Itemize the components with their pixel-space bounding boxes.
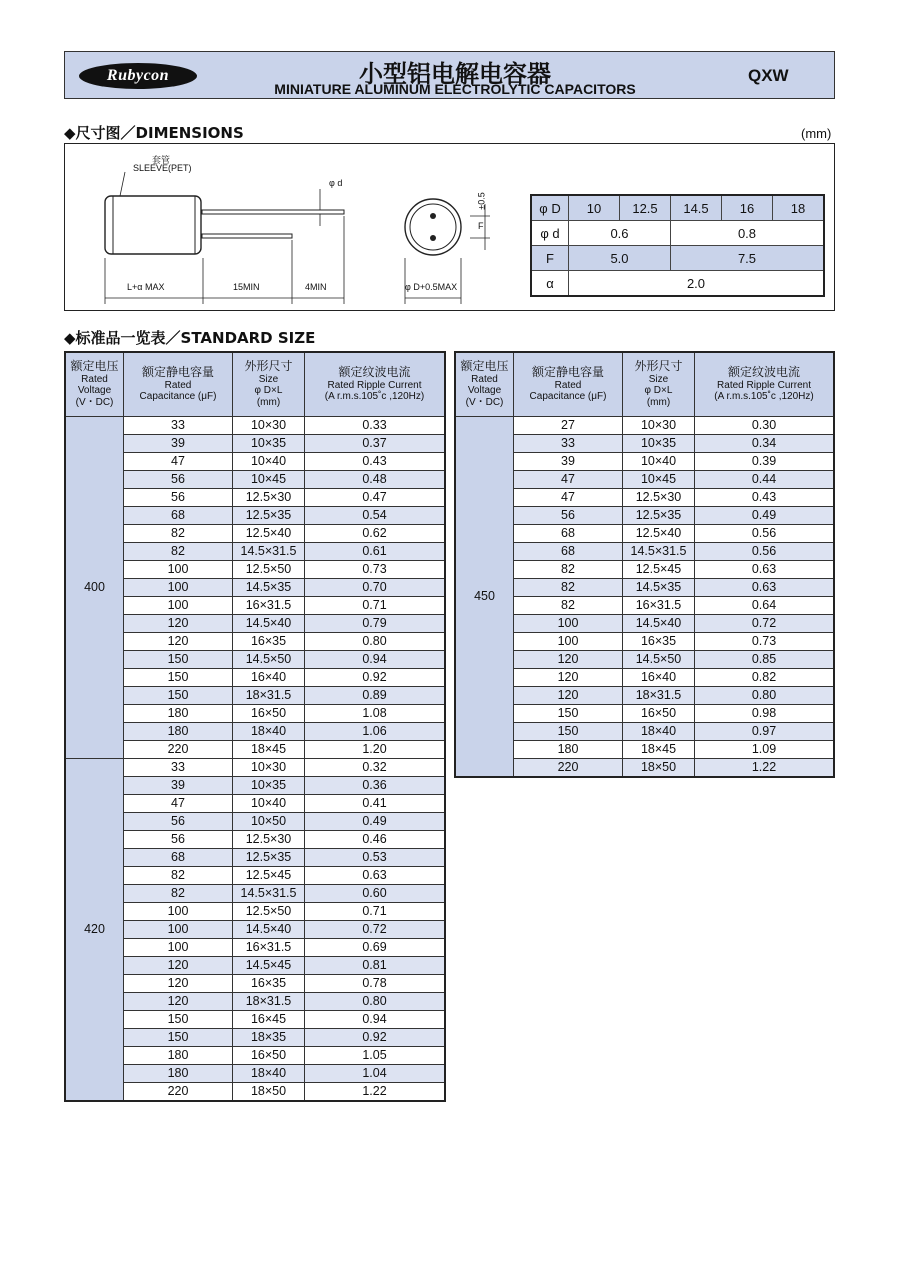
standard-size-table-left — [64, 351, 446, 1102]
table-cell: 220 — [514, 758, 623, 777]
table-cell: 10×35 — [623, 434, 695, 452]
table-cell: 27 — [514, 416, 623, 434]
table-cell: 0.89 — [305, 686, 446, 704]
table-cell: 120 — [514, 686, 623, 704]
table-cell: 14.5×40 — [233, 920, 305, 938]
table-cell: 68 — [124, 848, 233, 866]
table-cell: 5.0 — [569, 246, 671, 271]
table-cell: 0.64 — [695, 596, 835, 614]
table-cell: 0.56 — [695, 524, 835, 542]
table-cell: 12.5×35 — [233, 506, 305, 524]
table-cell: 0.32 — [305, 758, 446, 776]
table-cell: 56 — [124, 830, 233, 848]
table-cell: 18×50 — [233, 1082, 305, 1101]
table-cell: 150 — [514, 722, 623, 740]
table-cell: 0.92 — [305, 1028, 446, 1046]
table-cell: 120 — [124, 956, 233, 974]
sleeve-label-en: SLEEVE(PET) — [133, 163, 192, 173]
table-cell: 0.98 — [695, 704, 835, 722]
table-cell: 18×45 — [233, 740, 305, 758]
table-cell: 150 — [124, 1028, 233, 1046]
table-cell: 14.5×40 — [233, 614, 305, 632]
table-cell: 18×40 — [233, 1064, 305, 1082]
table-cell: 56 — [124, 812, 233, 830]
table-cell: 18×31.5 — [233, 686, 305, 704]
row-label: φ d — [531, 221, 569, 246]
table-cell: 12.5×35 — [233, 848, 305, 866]
header-banner — [64, 51, 835, 99]
table-cell: 82 — [514, 596, 623, 614]
table-cell: 0.78 — [305, 974, 446, 992]
table-cell: 10×30 — [623, 416, 695, 434]
table-cell: 100 — [124, 596, 233, 614]
table-cell: 150 — [124, 686, 233, 704]
table-cell: 150 — [124, 650, 233, 668]
table-cell: 0.43 — [695, 488, 835, 506]
table-cell: 10×40 — [233, 794, 305, 812]
table-cell: 0.80 — [695, 686, 835, 704]
table-cell: 16×50 — [623, 704, 695, 722]
dimensions-box — [64, 143, 835, 311]
table-cell: 100 — [124, 920, 233, 938]
table-cell: 18×31.5 — [233, 992, 305, 1010]
table-cell: 0.92 — [305, 668, 446, 686]
table-cell: 12.5 — [620, 195, 671, 221]
table-cell: 10×40 — [623, 452, 695, 470]
table-cell: 0.80 — [305, 632, 446, 650]
table-cell: 47 — [124, 794, 233, 812]
table-cell: 18×31.5 — [623, 686, 695, 704]
table-cell: 14.5×50 — [233, 650, 305, 668]
table-cell: 0.70 — [305, 578, 446, 596]
table-cell: 180 — [124, 722, 233, 740]
table-cell: 0.49 — [695, 506, 835, 524]
dimensions-section-title: ◆尺寸图／DIMENSIONS — [64, 124, 244, 142]
table-cell: 12.5×35 — [623, 506, 695, 524]
table-cell: 68 — [124, 506, 233, 524]
tolerance-label: ±0.5 — [476, 192, 487, 210]
table-row — [531, 195, 824, 221]
table-cell: 100 — [124, 560, 233, 578]
table-cell: 0.72 — [695, 614, 835, 632]
sleeve-label-cn: 套管 — [152, 155, 171, 165]
table-cell: 120 — [124, 992, 233, 1010]
series-code: QXW — [748, 66, 789, 85]
table-cell: 16×35 — [623, 632, 695, 650]
table-cell: 14.5×40 — [623, 614, 695, 632]
table-row — [65, 758, 445, 776]
table-cell: 12.5×50 — [233, 902, 305, 920]
voltage-cell: 450 — [455, 416, 514, 777]
table-cell: 0.62 — [305, 524, 446, 542]
table-cell: 14.5 — [671, 195, 722, 221]
table-cell: 10×35 — [233, 434, 305, 452]
table-cell: 12.5×50 — [233, 560, 305, 578]
header-voltage: 额定电压 Rated Voltage (V・DC) — [455, 352, 514, 416]
table-cell: 18 — [773, 195, 825, 221]
row-label: F — [531, 246, 569, 271]
table-cell: 120 — [124, 632, 233, 650]
table-cell: 0.46 — [305, 830, 446, 848]
table-cell: 16×40 — [233, 668, 305, 686]
row-label: α — [531, 271, 569, 297]
voltage-cell: 420 — [65, 758, 124, 1101]
table-cell: 0.56 — [695, 542, 835, 560]
header-capacitance: 额定静电容量 Rated Capacitance (μF) — [514, 352, 623, 416]
table-cell: 7.5 — [671, 246, 825, 271]
table-cell: 100 — [514, 632, 623, 650]
table-cell: 16×45 — [233, 1010, 305, 1028]
table-cell: 12.5×30 — [623, 488, 695, 506]
table-cell: 0.60 — [305, 884, 446, 902]
table-cell: 1.22 — [695, 758, 835, 777]
table-cell: 150 — [124, 1010, 233, 1028]
table-cell: 12.5×40 — [623, 524, 695, 542]
table-cell: 82 — [514, 578, 623, 596]
unit-label: (mm) — [801, 126, 832, 141]
table-cell: 12.5×30 — [233, 488, 305, 506]
table-cell: 0.71 — [305, 902, 446, 920]
table-cell: 0.36 — [305, 776, 446, 794]
table-cell: 0.73 — [305, 560, 446, 578]
table-cell: 56 — [124, 470, 233, 488]
table-cell: 100 — [124, 902, 233, 920]
table-cell: 150 — [514, 704, 623, 722]
table-cell: 14.5×31.5 — [623, 542, 695, 560]
table-cell: 14.5×35 — [233, 578, 305, 596]
table-cell: 56 — [514, 506, 623, 524]
table-cell: 0.41 — [305, 794, 446, 812]
table-cell: 100 — [124, 578, 233, 596]
table-cell: 10×30 — [233, 758, 305, 776]
lead-diameter-label: φ d — [329, 178, 343, 188]
table-cell: 0.53 — [305, 848, 446, 866]
table-cell: 220 — [124, 740, 233, 758]
table-row — [65, 416, 445, 434]
table-cell: 0.6 — [569, 221, 671, 246]
table-cell: 0.81 — [305, 956, 446, 974]
header-voltage: 额定电压 Rated Voltage (V・DC) — [65, 352, 124, 416]
table-row — [531, 246, 824, 271]
table-cell: 12.5×40 — [233, 524, 305, 542]
table-cell: 10×30 — [233, 416, 305, 434]
table-cell: 10×45 — [233, 470, 305, 488]
table-cell: 12.5×45 — [623, 560, 695, 578]
table-cell: 14.5×31.5 — [233, 884, 305, 902]
table-cell: 0.54 — [305, 506, 446, 524]
pitch-label: F — [478, 221, 484, 231]
table-cell: 82 — [124, 524, 233, 542]
table-cell: 1.22 — [305, 1082, 446, 1101]
table-cell: 47 — [514, 488, 623, 506]
table-cell: 14.5×45 — [233, 956, 305, 974]
table-cell: 1.20 — [305, 740, 446, 758]
table-cell: 47 — [514, 470, 623, 488]
table-cell: 120 — [124, 974, 233, 992]
table-cell: 0.72 — [305, 920, 446, 938]
table-cell: 100 — [124, 938, 233, 956]
lead-diff-label: 4MIN — [305, 282, 327, 292]
table-cell: 0.82 — [695, 668, 835, 686]
table-cell: 0.69 — [305, 938, 446, 956]
table-cell: 14.5×50 — [623, 650, 695, 668]
table-header-row — [65, 352, 445, 416]
table-cell: 82 — [124, 884, 233, 902]
table-cell: 14.5×35 — [623, 578, 695, 596]
table-cell: 33 — [514, 434, 623, 452]
table-cell: 10×50 — [233, 812, 305, 830]
table-cell: 10×45 — [623, 470, 695, 488]
table-cell: 180 — [514, 740, 623, 758]
voltage-cell: 400 — [65, 416, 124, 758]
table-cell: 1.06 — [305, 722, 446, 740]
table-row — [531, 271, 824, 297]
row-label: φ D — [531, 195, 569, 221]
header-size: 外形尺寸 Size φ D×L (mm) — [623, 352, 695, 416]
table-cell: 0.48 — [305, 470, 446, 488]
table-cell: 0.63 — [695, 578, 835, 596]
table-cell: 1.08 — [305, 704, 446, 722]
table-cell: 0.80 — [305, 992, 446, 1010]
table-cell: 68 — [514, 542, 623, 560]
table-cell: 16×50 — [233, 704, 305, 722]
table-cell: 0.73 — [695, 632, 835, 650]
page-title-cn: 小型铝电解电容器 — [359, 60, 551, 88]
table-cell: 0.61 — [305, 542, 446, 560]
table-cell: 0.63 — [305, 866, 446, 884]
table-cell: 18×45 — [623, 740, 695, 758]
standard-section-title: ◆标准品一览表／STANDARD SIZE — [64, 329, 316, 347]
header-ripple-current: 额定纹波电流 Rated Ripple Current (A r.m.s.105˚c ,120Hz) — [305, 352, 446, 416]
table-cell: 0.79 — [305, 614, 446, 632]
table-cell: 47 — [124, 452, 233, 470]
table-cell: 16×31.5 — [623, 596, 695, 614]
table-cell: 16×50 — [233, 1046, 305, 1064]
table-cell: 16 — [722, 195, 773, 221]
table-cell: 0.44 — [695, 470, 835, 488]
table-cell: 0.30 — [695, 416, 835, 434]
table-cell: 82 — [124, 866, 233, 884]
header-size: 外形尺寸 Size φ D×L (mm) — [233, 352, 305, 416]
table-cell: 33 — [124, 758, 233, 776]
table-cell: 220 — [124, 1082, 233, 1101]
table-row — [531, 221, 824, 246]
table-cell: 12.5×45 — [233, 866, 305, 884]
table-cell: 68 — [514, 524, 623, 542]
table-cell: 10×35 — [233, 776, 305, 794]
table-cell: 120 — [514, 650, 623, 668]
table-cell: 0.94 — [305, 1010, 446, 1028]
table-cell: 82 — [124, 542, 233, 560]
table-cell: 12.5×30 — [233, 830, 305, 848]
table-cell: 16×31.5 — [233, 596, 305, 614]
header-capacitance: 额定静电容量 Rated Capacitance (μF) — [124, 352, 233, 416]
table-cell: 16×35 — [233, 974, 305, 992]
table-cell: 180 — [124, 1064, 233, 1082]
table-cell: 0.43 — [305, 452, 446, 470]
table-cell: 16×35 — [233, 632, 305, 650]
table-row — [455, 416, 834, 434]
table-cell: 14.5×31.5 — [233, 542, 305, 560]
table-cell: 18×40 — [233, 722, 305, 740]
header-ripple-current: 额定纹波电流 Rated Ripple Current (A r.m.s.105˚c ,120Hz) — [695, 352, 835, 416]
table-cell: 2.0 — [569, 271, 825, 297]
table-cell: 16×31.5 — [233, 938, 305, 956]
table-cell: 1.05 — [305, 1046, 446, 1064]
standard-size-table-right — [454, 351, 835, 778]
table-cell: 180 — [124, 704, 233, 722]
table-cell: 0.94 — [305, 650, 446, 668]
page-title-en: MINIATURE ALUMINUM ELECTROLYTIC CAPACITORS — [274, 81, 636, 97]
table-cell: 82 — [514, 560, 623, 578]
table-cell: 0.47 — [305, 488, 446, 506]
table-cell: 33 — [124, 416, 233, 434]
table-cell: 0.97 — [695, 722, 835, 740]
table-cell: 18×50 — [623, 758, 695, 777]
table-cell: 0.34 — [695, 434, 835, 452]
table-cell: 1.09 — [695, 740, 835, 758]
table-cell: 0.33 — [305, 416, 446, 434]
table-cell: 120 — [124, 614, 233, 632]
table-cell: 0.8 — [671, 221, 825, 246]
table-cell: 0.49 — [305, 812, 446, 830]
table-cell: 0.71 — [305, 596, 446, 614]
body-diameter-label: φ D+0.5MAX — [405, 282, 458, 292]
table-cell: 150 — [124, 668, 233, 686]
table-cell: 0.85 — [695, 650, 835, 668]
table-cell: 0.63 — [695, 560, 835, 578]
table-cell: 1.04 — [305, 1064, 446, 1082]
dimension-table — [530, 194, 825, 297]
table-cell: 16×40 — [623, 668, 695, 686]
lead-length-label: 15MIN — [233, 282, 260, 292]
rubycon-logo: Rubycon — [79, 63, 197, 89]
table-cell: 120 — [514, 668, 623, 686]
table-cell: 0.39 — [695, 452, 835, 470]
table-header-row — [455, 352, 834, 416]
table-cell: 18×40 — [623, 722, 695, 740]
table-cell: 100 — [514, 614, 623, 632]
table-cell: 39 — [124, 434, 233, 452]
table-cell: 10 — [569, 195, 620, 221]
table-cell: 39 — [124, 776, 233, 794]
table-cell: 56 — [124, 488, 233, 506]
table-cell: 10×40 — [233, 452, 305, 470]
table-cell: 39 — [514, 452, 623, 470]
table-cell: 180 — [124, 1046, 233, 1064]
table-cell: 18×35 — [233, 1028, 305, 1046]
length-label: L+α MAX — [127, 282, 165, 292]
table-cell: 0.37 — [305, 434, 446, 452]
